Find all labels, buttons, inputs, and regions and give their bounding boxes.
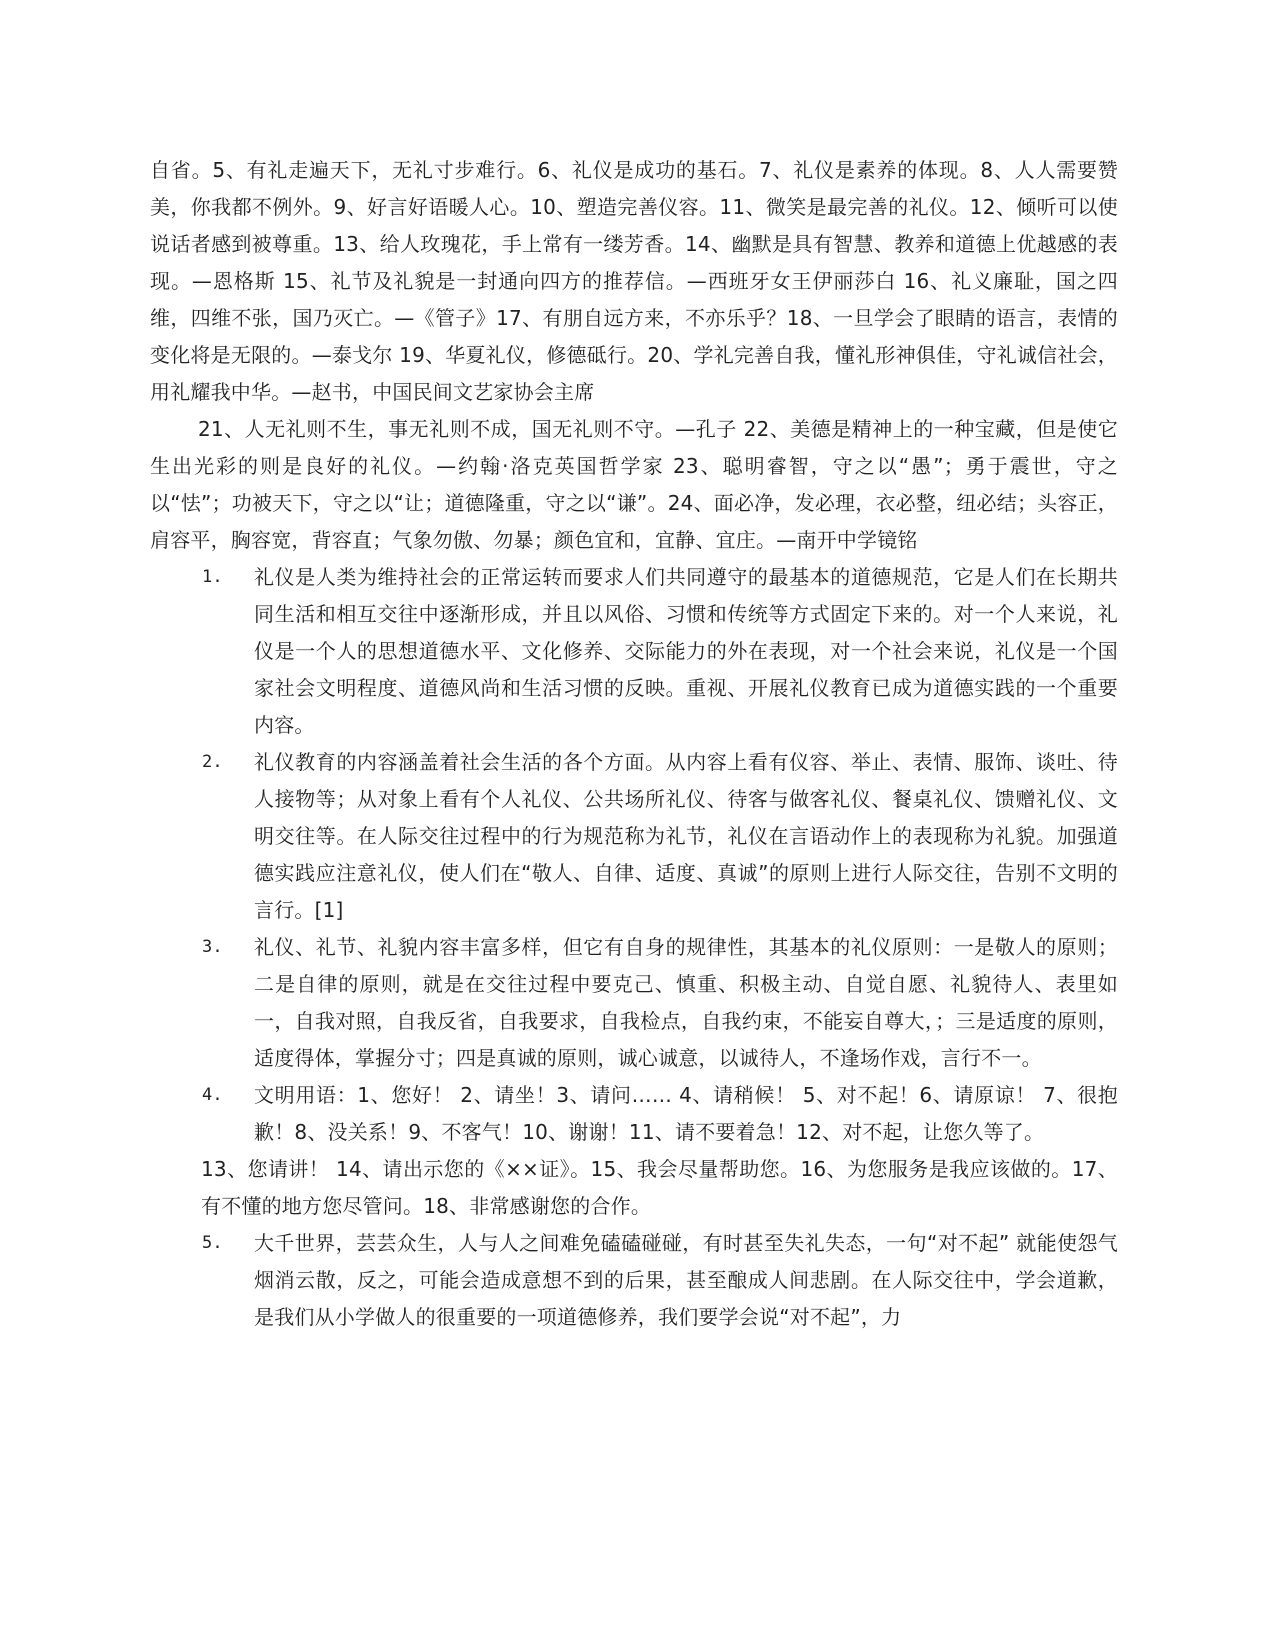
numbered-list — [150, 559, 1118, 1151]
list-item-text: 文明用语：1、您好！ 2、请坐！3、请问…… 4、请稍候！ 5、对不起！6、请原谅！ 7、很抱歉！8、没关系！9、不客气！10、谢谢！11、请不要着急！12、对不起，让您久等了。 — [254, 1083, 1118, 1144]
list-item — [150, 1225, 1118, 1336]
paragraph-polite-phrases: 13、您请讲！ 14、请出示您的《××证》。15、我会尽量帮助您。16、为您服务是我应该做的。17、有不懂的地方您尽管问。18、非常感谢您的合作。 — [201, 1157, 1118, 1218]
list-item-text: 礼仪是人类为维持社会的正常运转而要求人们共同遵守的最基本的道德规范，它是人们在长期共同生活和相互交往中逐渐形成，并且以风俗、习惯和传统等方式固定下来的。对一个人来说，礼仪是一个人的思想道德水平、文化修养、交际能力的外在表现，对一个社会来说，礼仪是一个国家社会文明程度、道德风尚和生活习惯的反映。重视、开展礼仪教育已成为道德实践的一个重要内容。 — [254, 565, 1118, 737]
list-item — [150, 744, 1118, 929]
list-item — [150, 929, 1118, 1077]
numbered-list-continued — [150, 1225, 1118, 1336]
list-item-text: 礼仪、礼节、礼貌内容丰富多样，但它有自身的规律性，其基本的礼仪原则：一是敬人的原则；二是自律的原则，就是在交往过程中要克己、慎重、积极主动、自觉自愿、礼貌待人、表里如一，自我对照，自我反省，自我要求，自我检点，自我约束，不能妄自尊大，；三是适度的原则，适度得体，掌握分寸；四是真诚的原则，诚心诚意，以诚待人，不逢场作戏，言行不一。 — [254, 935, 1118, 1070]
list-item — [150, 559, 1118, 744]
list-item-text: 大千世界，芸芸众生，人与人之间难免磕磕碰碰，有时甚至失礼失态，一句“对不起” 就能使怨气烟消云散，反之，可能会造成意想不到的后果，甚至酿成人间悲剧。在人际交往中，学会道歉，是我们从小学做人的很重要的一项道德修养，我们要学会说“对不起”，力 — [254, 1231, 1118, 1329]
list-item-text: 礼仪教育的内容涵盖着社会生活的各个方面。从内容上看有仪容、举止、表情、服饰、谈吐、待人接物等；从对象上看有个人礼仪、公共场所礼仪、待客与做客礼仪、餐桌礼仪、馈赠礼仪、文明交往等。在人际交往过程中的行为规范称为礼节，礼仪在言语动作上的表现称为礼貌。加强道德实践应注意礼仪，使人们在“敬人、自律、适度、真诚”的原则上进行人际交往，告别不文明的言行。[1] — [254, 750, 1118, 922]
paragraph-quotes-5-20: 自省。5、有礼走遍天下，无礼寸步难行。6、礼仪是成功的基石。7、礼仪是素养的体现。8、人人需要赞美，你我都不例外。9、好言好语暖人心。10、塑造完善仪容。11、微笑是最完善的礼仪。12、倾听可以使说话者感到被尊重。13、给人玫瑰花，手上常有一缕芳香。14、幽默是具有智慧、教养和道德上优越感的表现。—恩格斯 15、礼节及礼貌是一封通向四方的推荐信。—西班牙女王伊丽莎白 16、礼义廉耻，国之四维，四维不张，国乃灭亡。—《管子》17、有朋自远方来，不亦乐乎？18、一旦学会了眼睛的语言，表情的变化将是无限的。—泰戈尔 19、华夏礼仪，修德砥行。20、学礼完善自我，懂礼形神俱佳，守礼诚信社会，用礼耀我中华。—赵书，中国民间文艺家协会主席 — [150, 158, 1118, 404]
list-number: 5. — [202, 1233, 223, 1253]
list-number: 2. — [202, 752, 223, 772]
list-number: 3. — [202, 937, 223, 957]
list-item — [150, 1077, 1118, 1151]
list-number: 4. — [202, 1085, 223, 1105]
paragraph-quotes-21-24: 21、人无礼则不生，事无礼则不成，国无礼则不守。—孔子 22、美德是精神上的一种宝藏，但是使它生出光彩的则是良好的礼仪。—约翰·洛克英国哲学家 23、聪明睿智，守之以“愚”；勇于震世，守之以“怯”；功被天下，守之以“让；道德隆重，守之以“谦”。24、面必净，发必理，衣必整，纽必结；头容正，肩容平，胸容宽，背容直；气象勿傲、勿暴；颜色宜和，宜静、宜庄。—南开中学镜铭 — [150, 417, 1118, 552]
document-page — [150, 152, 1118, 1336]
list-number: 1. — [202, 567, 223, 587]
